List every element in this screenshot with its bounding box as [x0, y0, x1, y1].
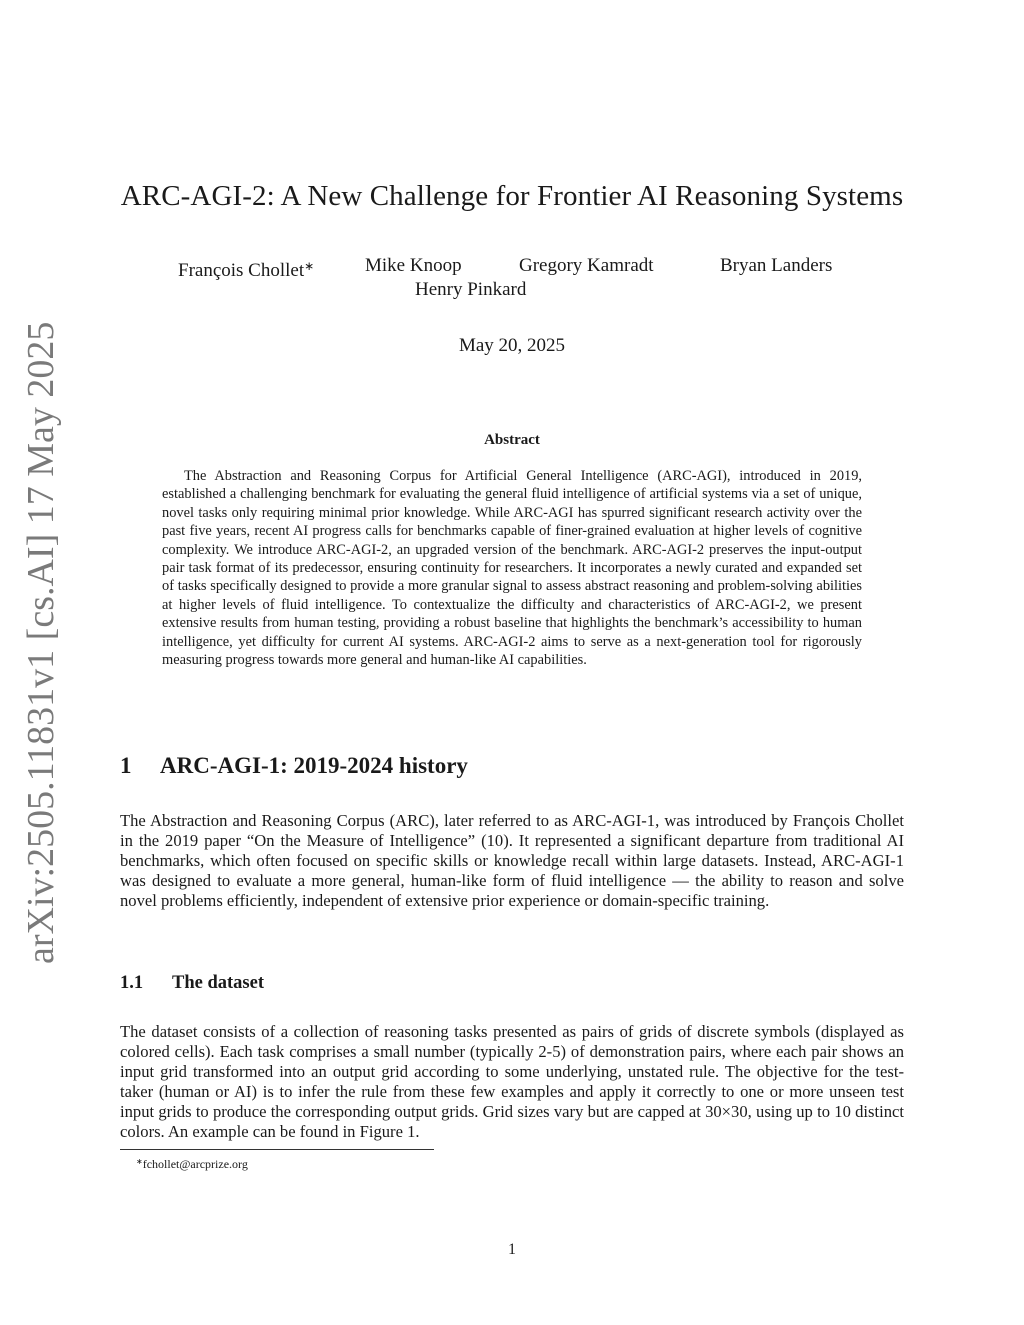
paper-title: ARC-AGI-2: A New Challenge for Frontier AI Reasoning Systems [120, 180, 904, 212]
footnote-email: fchollet@arcprize.org [142, 1157, 248, 1171]
author-name: François Chollet [178, 260, 305, 281]
author-knoop: Mike Knoop [365, 255, 462, 276]
section-paragraph: The Abstraction and Reasoning Corpus (ARC), later referred to as ARC-AGI-1, was introduced by François Chollet in the 2019 paper “On the Measure of Intelligence” (10). It represented a significant departure from traditional AI benchmarks, which often focused on specific skills or knowledge recall within large datasets. Instead, ARC-AGI-1 was designed to evaluate a more general, human-like form of fluid intelligence — the ability to reason and solve novel problems efficiently, independent of extensive prior experience or domain-specific training. [120, 811, 904, 910]
author-pinkard: Henry Pinkard [415, 279, 527, 300]
footnote [136, 1154, 248, 1172]
section-heading [120, 751, 904, 781]
author-landers: Bryan Landers [720, 255, 833, 276]
subsection-paragraph: The dataset consists of a collection of reasoning tasks presented as pairs of grids of discrete symbols (displayed as colored cells). Each task comprises a small number (typically 2-5) of demonstration pairs, where each pair shows an input grid transformed into an output grid according to some underlying, unstated rule. The objective for the test-taker (human or AI) is to infer the rule from these few examples and apply it correctly to one or more unseen test input grids to produce the corresponding output grids. Grid sizes vary but are capped at 30×30, using up to 10 distinct colors. An example can be found in Figure 1. [120, 1022, 904, 1141]
footnote-divider [120, 1149, 434, 1150]
publication-date: May 20, 2025 [458, 335, 566, 356]
author-chollet [178, 254, 314, 283]
page-number: 1 [508, 1241, 516, 1258]
arxiv-identifier: arXiv:2505.11831v1 [cs.AI] 17 May 2025 [20, 321, 62, 964]
footnote-mark: ∗ [136, 1157, 143, 1166]
subsection-number: 1.1 [120, 973, 144, 993]
footnote-mark: ∗ [304, 259, 315, 273]
abstract-text: The Abstraction and Reasoning Corpus for Artificial General Intelligence (ARC-AGI), introduced in 2019, established a challenging benchmark for evaluating the general fluid intelligence of artificial systems via a set of unique, novel tasks only requiring minimal prior knowledge. While ARC-AGI has spurred significant research activity over the past five years, recent AI progress calls for benchmarks capable of finer-grained evaluation at higher levels of cognitive complexity. We introduce ARC-AGI-2, an upgraded version of the benchmark. ARC-AGI-2 preserves the input-output pair task format of its predecessor, ensuring continuity for researchers. It incorporates a newly curated and expanded set of tasks specifically designed to provide a more granular signal to assess abstract reasoning and problem-solving abilities at higher levels of fluid intelligence. To contextualize the difficulty and characteristics of ARC-AGI-2, we present extensive results from human testing, providing a robust baseline that highlights the benchmark’s accessibility to human intelligence, yet difficulty for current AI systems. ARC-AGI-2 aims to serve as a next-generation tool for rigorously measuring progress towards more general and human-like AI capabilities. [162, 468, 862, 669]
section-number: 1 [120, 753, 132, 778]
subsection-heading [120, 971, 904, 995]
section-title: ARC-AGI-1: 2019-2024 history [160, 753, 468, 778]
abstract-heading: Abstract [484, 432, 540, 448]
author-kamradt: Gregory Kamradt [519, 255, 654, 276]
subsection-title: The dataset [172, 973, 264, 993]
